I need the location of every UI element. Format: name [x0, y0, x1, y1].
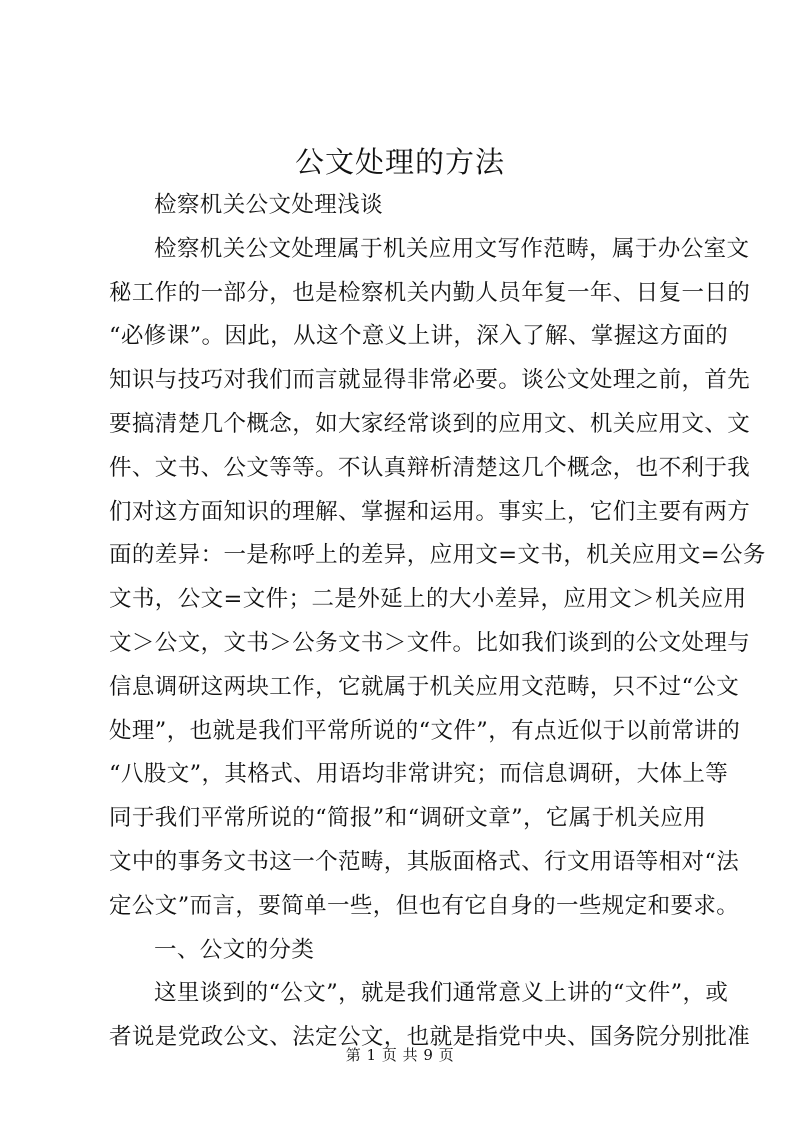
paragraph-line: 件、文书、公文等等。不认真辩析清楚这几个概念，也不利于我 — [109, 454, 751, 481]
paragraph-line: 者说是党政公文、法定公文，也就是指党中央、国务院分别批准 — [109, 1024, 751, 1051]
paragraph-line: 文书，公文=文件；二是外延上的大小差异，应用文＞机关应用 — [109, 586, 747, 613]
document-body — [109, 184, 766, 1060]
paragraph-line: “必修课”。因此，从这个意义上讲，深入了解、掌握这方面的 — [109, 323, 729, 350]
paragraph-line: 要搞清楚几个概念，如大家经常谈到的应用文、机关应用文、文 — [109, 410, 751, 437]
document-title: 公文处理的方法 — [294, 145, 505, 179]
paragraph-line: 文中的事务文书这一个范畴，其版面格式、行文用语等相对“法 — [109, 848, 740, 875]
paragraph-line: 定公文”而言，要简单一些，但也有它自身的一些规定和要求。 — [109, 892, 740, 919]
paragraph-line: 们对这方面知识的理解、掌握和运用。事实上，它们主要有两方 — [109, 498, 751, 525]
page-footer: 第 1 页 共 9 页 — [345, 1046, 455, 1064]
paragraph-line: 这里谈到的“公文”，就是我们通常意义上讲的“文件”，或 — [154, 980, 729, 1007]
paragraph-line: 知识与技巧对我们而言就显得非常必要。谈公文处理之前，首先 — [109, 367, 751, 394]
paragraph-line: 处理”，也就是我们平常所说的“文件”，有点近似于以前常讲的 — [109, 717, 741, 744]
paragraph-line: 文＞公文，文书＞公务文书＞文件。比如我们谈到的公文处理与 — [109, 629, 751, 656]
paragraph-line: “八股文”，其格式、用语均非常讲究；而信息调研，大体上等 — [109, 761, 729, 788]
section-heading: 一、公文的分类 — [154, 936, 315, 963]
paragraph-line: 信息调研这两块工作，它就属于机关应用文范畴，只不过“公文 — [109, 673, 740, 700]
subtitle-line: 检察机关公文处理浅谈 — [154, 192, 384, 218]
paragraph-line: 检察机关公文处理属于机关应用文写作范畴，属于办公室文 — [154, 235, 750, 262]
paragraph-line: 同于我们平常所说的“简报”和“调研文章”，它属于机关应用 — [109, 805, 707, 832]
paragraph-line: 秘工作的一部分，也是检察机关内勤人员年复一年、日复一日的 — [109, 279, 751, 306]
paragraph-line: 面的差异：一是称呼上的差异，应用文=文书，机关应用文=公务 — [109, 542, 766, 569]
